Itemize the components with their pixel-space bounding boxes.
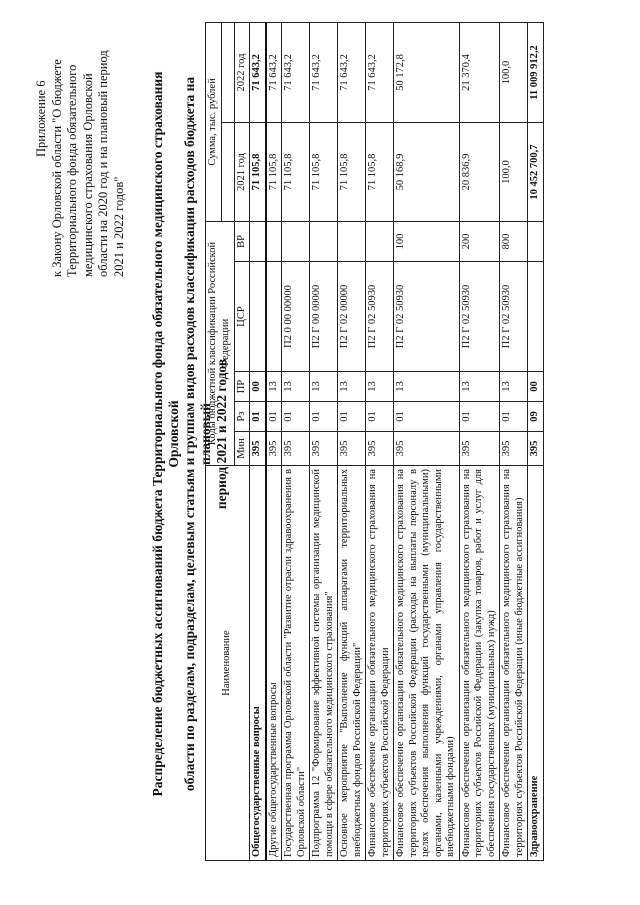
row-2022: 100,0 bbox=[500, 22, 528, 122]
row-name: Финансовое обеспечение организации обязательного медицинского страхования на территориях субъектов Российской Федерации (иные бюджетные ассигнования) bbox=[500, 466, 528, 861]
header-sum: Сумма, тыс. рублей bbox=[206, 22, 222, 221]
appendix-text-line: области на 2020 год и на плановый период bbox=[96, 50, 110, 277]
row-name: Финансовое обеспечение организации обязательного медицинского страхования на территориях субъектов Российской Федерации (расходы на выплаты персоналу в целях обеспечения выполнения функций государственными (муниципальными) органами, казенными учреждениями, органами управления государственными внебюджетными фондами) bbox=[394, 466, 460, 861]
row-min: 395 bbox=[310, 432, 338, 466]
header-name: Наименование bbox=[206, 466, 250, 861]
header-vr: ВР bbox=[234, 222, 250, 262]
row-2021: 100,0 bbox=[500, 123, 528, 222]
row-pr: 13 bbox=[266, 372, 282, 402]
row-vr: 100 bbox=[394, 222, 460, 262]
row-vr bbox=[266, 222, 282, 262]
table-row bbox=[459, 22, 500, 860]
row-min: 395 bbox=[366, 432, 394, 466]
row-pr: 00 bbox=[528, 372, 544, 402]
row-rz: 09 bbox=[528, 402, 544, 432]
row-2022: 71 643,2 bbox=[250, 22, 266, 122]
table-row bbox=[338, 22, 366, 860]
header-csr: ЦСР bbox=[234, 262, 250, 372]
row-2022: 71 643,2 bbox=[338, 22, 366, 122]
row-rz: 01 bbox=[394, 402, 460, 432]
row-pr: 13 bbox=[282, 372, 310, 402]
row-2021: 50 168,9 bbox=[394, 123, 460, 222]
row-2022: 71 643,2 bbox=[266, 22, 282, 122]
row-min: 395 bbox=[394, 432, 460, 466]
row-vr bbox=[338, 222, 366, 262]
row-name: Здравоохранение bbox=[528, 466, 544, 861]
row-2021: 71 105,8 bbox=[310, 123, 338, 222]
row-rz: 01 bbox=[338, 402, 366, 432]
header-min: Мин bbox=[234, 432, 250, 466]
row-rz: 01 bbox=[366, 402, 394, 432]
row-rz: 01 bbox=[459, 402, 500, 432]
row-rz: 01 bbox=[500, 402, 528, 432]
row-csr: П2 Г 02 50930 bbox=[394, 262, 460, 372]
row-min: 395 bbox=[338, 432, 366, 466]
table-row bbox=[266, 22, 282, 860]
row-rz: 01 bbox=[266, 402, 282, 432]
row-csr: П2 Г 02 50930 bbox=[500, 262, 528, 372]
row-vr bbox=[528, 222, 544, 262]
row-csr: П2 Г 02 00000 bbox=[338, 262, 366, 372]
row-min: 395 bbox=[528, 432, 544, 466]
row-min: 395 bbox=[266, 432, 282, 466]
table-row bbox=[394, 22, 460, 860]
row-vr bbox=[282, 222, 310, 262]
row-min: 395 bbox=[282, 432, 310, 466]
row-name: Другие общегосударственные вопросы bbox=[266, 466, 282, 861]
row-pr: 13 bbox=[338, 372, 366, 402]
appendix-text-line: к Закону Орловской области "О бюджете bbox=[49, 59, 64, 277]
row-name: Финансовое обеспечение организации обязательного медицинского страхования на территориях субъектов Российской Федерации (закупка товаров, работ и услуг для обеспечения государственных (муниципальных) нужд) bbox=[459, 466, 500, 861]
row-rz: 01 bbox=[250, 402, 266, 432]
table-row bbox=[528, 22, 544, 860]
table-row bbox=[310, 22, 338, 860]
row-min: 395 bbox=[250, 432, 266, 466]
row-rz: 01 bbox=[310, 402, 338, 432]
row-2021: 20 836,9 bbox=[459, 123, 500, 222]
row-csr: П2 Г 02 50930 bbox=[459, 262, 500, 372]
row-vr bbox=[366, 222, 394, 262]
row-pr: 00 bbox=[250, 372, 266, 402]
appendix-text-line: 2021 и 2022 годов" bbox=[111, 176, 126, 277]
row-csr: П2 0 00 00000 bbox=[282, 262, 310, 372]
row-name: Финансовое обеспечение организации обязательного медицинского страхования на территориях субъектов Российской Федерации bbox=[366, 466, 394, 861]
row-rz: 01 bbox=[282, 402, 310, 432]
row-csr: П2 Г 00 00000 bbox=[310, 262, 338, 372]
row-2021: 10 452 700,7 bbox=[528, 123, 544, 222]
title-line: Распределение бюджетных ассигнований бюджета Территориального фонда обязательного медицинского страхования Орловской bbox=[150, 71, 181, 797]
header-2022: 2022 год bbox=[234, 22, 250, 122]
row-name: Государственная программа Орловской области "Развитие отрасли здравоохранения в Орловской области" bbox=[282, 466, 310, 861]
row-2021: 71 105,8 bbox=[250, 123, 266, 222]
row-2022: 71 643,2 bbox=[366, 22, 394, 122]
header-codes: Коды бюджетной классификации Российской Федерации bbox=[206, 222, 235, 466]
table-row bbox=[282, 22, 310, 860]
title-line: период 2021 и 2022 годов bbox=[214, 358, 229, 510]
row-csr bbox=[528, 262, 544, 372]
header-rz: Рз bbox=[234, 402, 250, 432]
row-name: Общегосударственные вопросы bbox=[250, 466, 266, 861]
row-csr bbox=[250, 262, 266, 372]
table-row bbox=[366, 22, 394, 860]
row-csr: П2 Г 02 50930 bbox=[366, 262, 394, 372]
row-2021: 71 105,8 bbox=[282, 123, 310, 222]
row-pr: 13 bbox=[366, 372, 394, 402]
row-2022: 71 643,2 bbox=[282, 22, 310, 122]
row-min: 395 bbox=[459, 432, 500, 466]
row-pr: 13 bbox=[394, 372, 460, 402]
budget-table bbox=[205, 22, 544, 861]
table-row bbox=[500, 22, 528, 860]
row-min: 395 bbox=[500, 432, 528, 466]
header-pr: ПР bbox=[234, 372, 250, 402]
row-name: Подпрограмма 12 "Формирование эффективной системы организации медицинской помощи в сфере обязательного медицинского страхования" bbox=[310, 466, 338, 861]
table-row bbox=[250, 22, 266, 860]
row-2022: 50 172,8 bbox=[394, 22, 460, 122]
appendix-text-line: Территориального фонда обязательного bbox=[65, 64, 79, 277]
row-vr: 800 bbox=[500, 222, 528, 262]
row-2022: 71 643,2 bbox=[310, 22, 338, 122]
row-pr: 13 bbox=[500, 372, 528, 402]
row-pr: 13 bbox=[459, 372, 500, 402]
row-csr bbox=[266, 262, 282, 372]
row-pr: 13 bbox=[310, 372, 338, 402]
row-2022: 21 370,4 bbox=[459, 22, 500, 122]
row-2022: 11 009 912,2 bbox=[528, 22, 544, 122]
appendix-note bbox=[34, 37, 127, 277]
row-2021: 71 105,8 bbox=[366, 123, 394, 222]
header-2021: 2021 год bbox=[234, 123, 250, 222]
appendix-text-line: медицинского страхования Орловской bbox=[80, 73, 95, 277]
row-vr bbox=[250, 222, 266, 262]
row-name: Основное мероприятие "Выполнение функций аппаратами территориальных внебюджетных фондов Российской Федерации" bbox=[338, 466, 366, 861]
appendix-number: Приложение 6 bbox=[34, 80, 48, 157]
row-2021: 71 105,8 bbox=[266, 123, 282, 222]
row-2021: 71 105,8 bbox=[338, 123, 366, 222]
title-line: области по разделам, подразделам, целевым статьям и группам видов расходов классификации расходов бюджета на плановый bbox=[182, 76, 213, 792]
header-sum-spacer bbox=[221, 22, 234, 122]
row-vr bbox=[310, 222, 338, 262]
header-sum-spacer bbox=[221, 123, 234, 222]
row-vr: 200 bbox=[459, 222, 500, 262]
